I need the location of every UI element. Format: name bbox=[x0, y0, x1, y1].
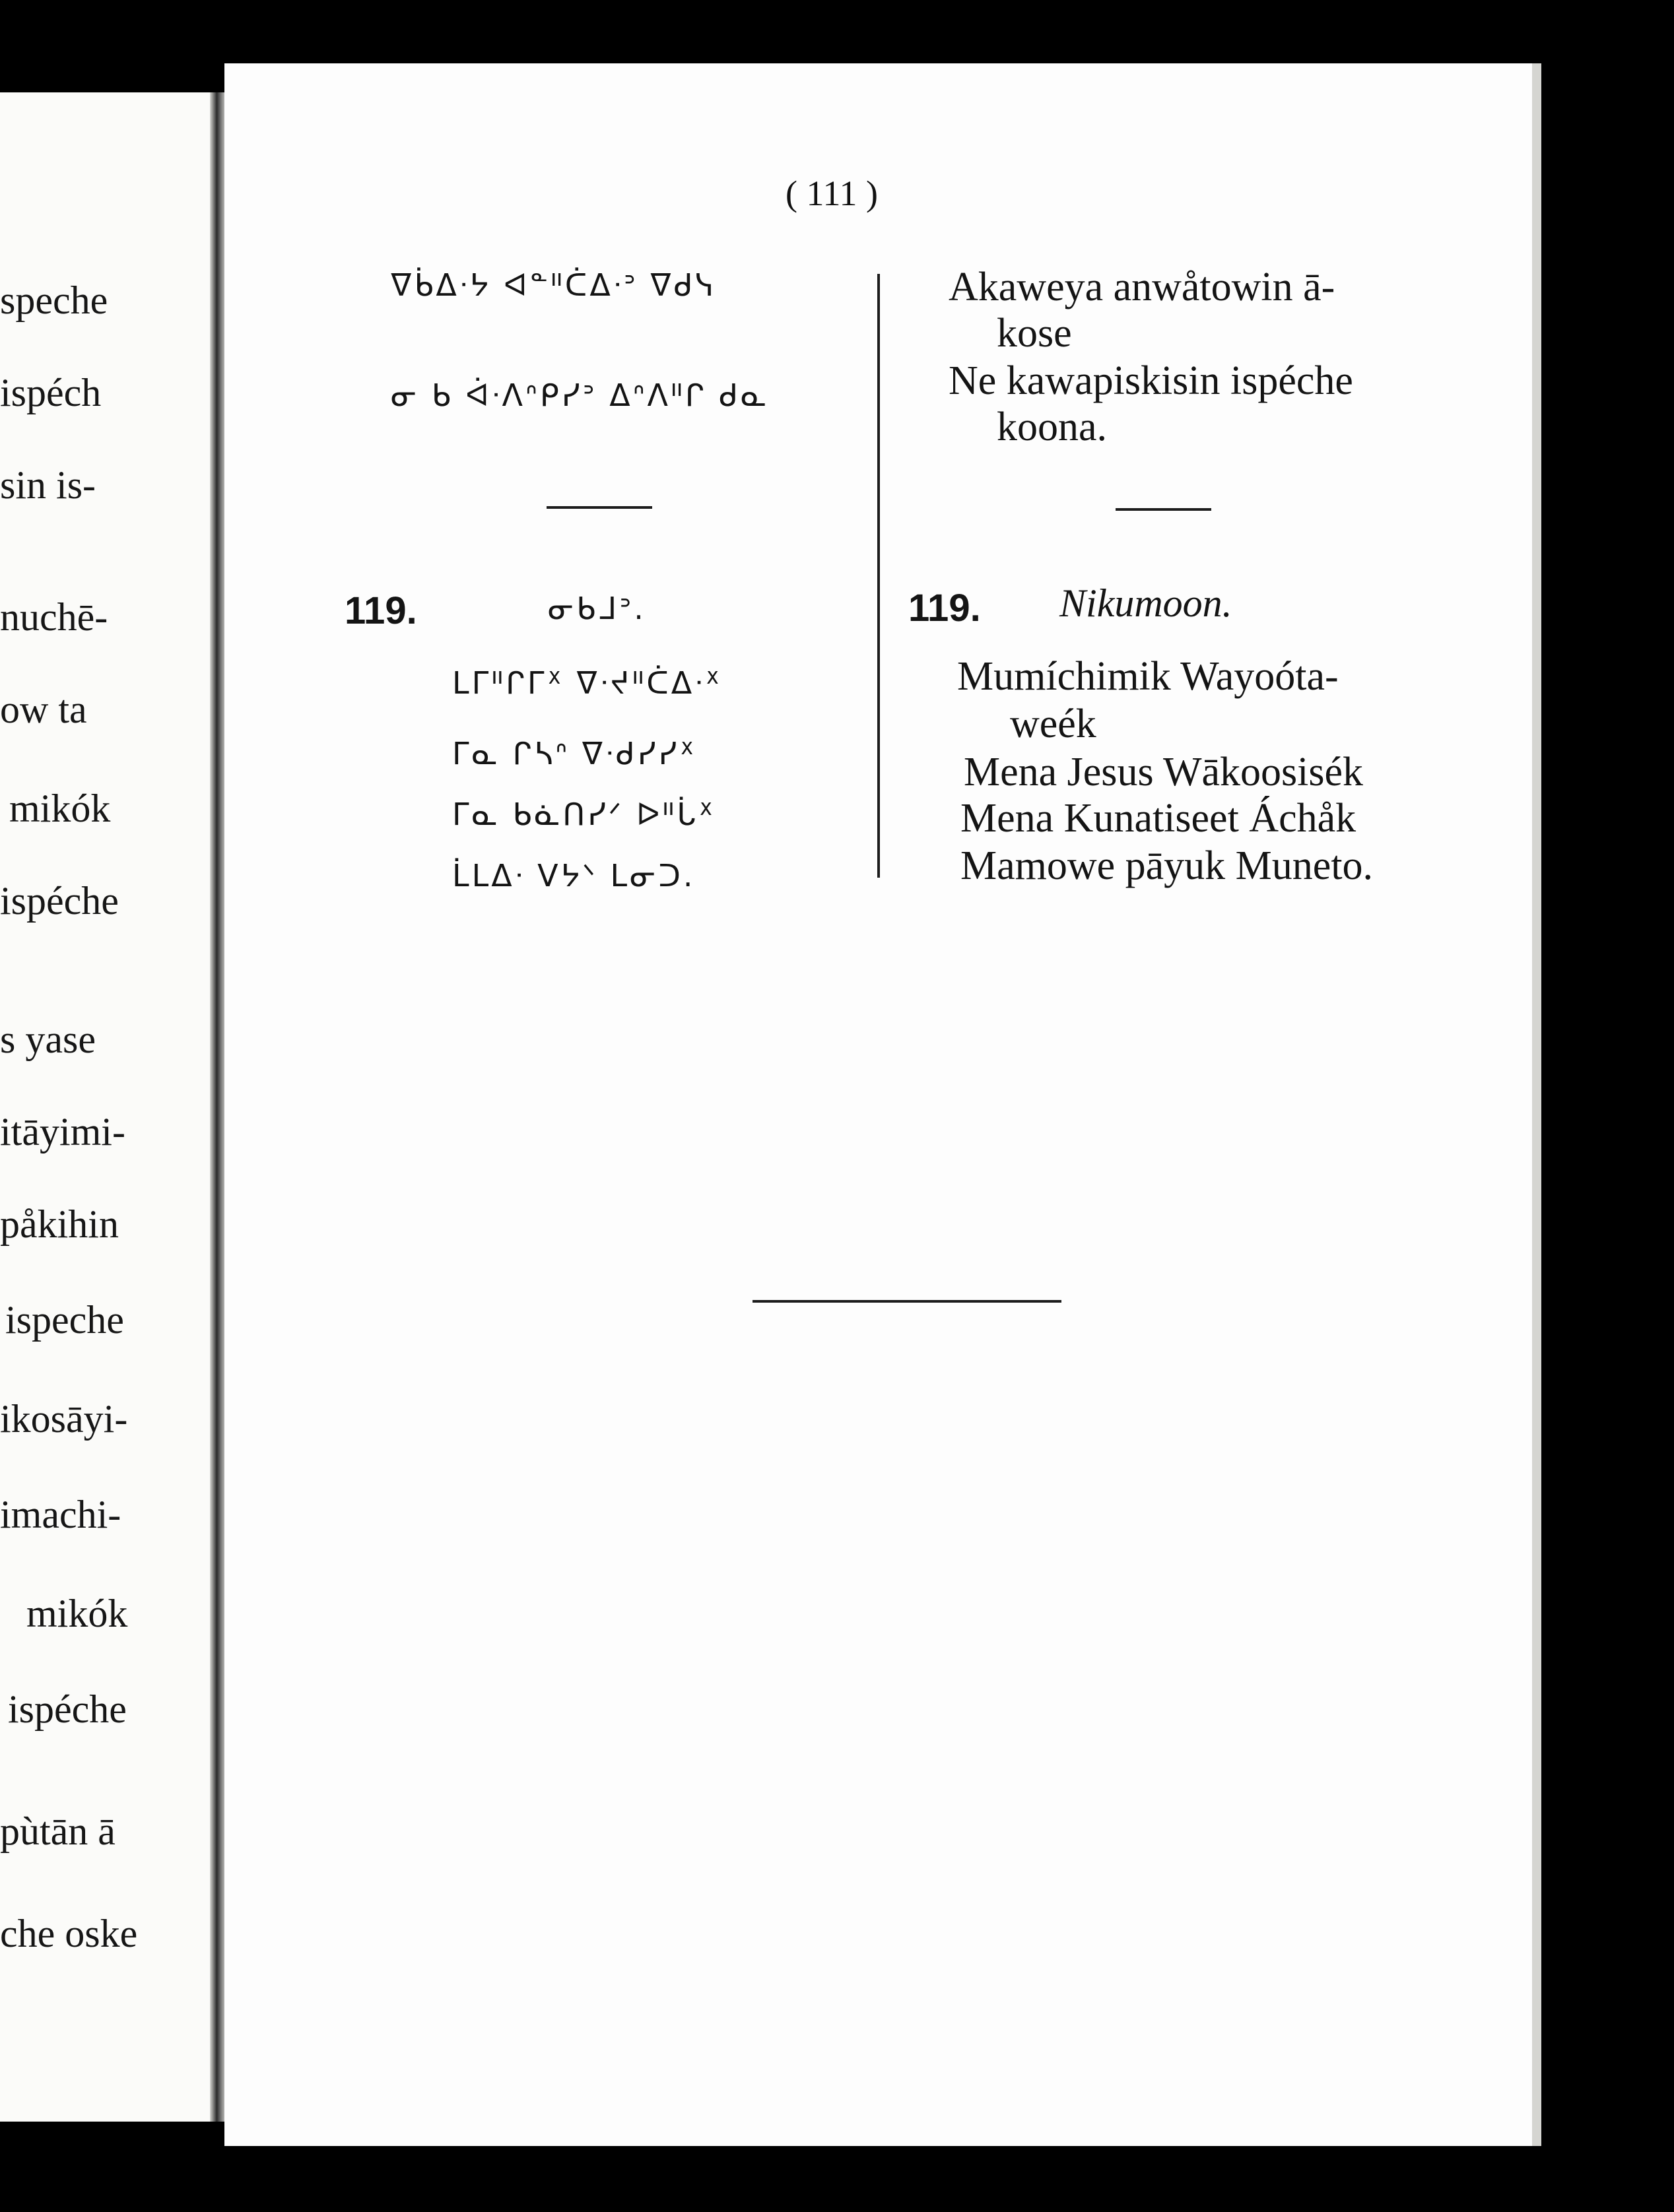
roman-line: Mumíchimik Wayoóta- bbox=[957, 654, 1339, 699]
syllabic-line: ᒥᓇ ᑲᓈᑎᓯᐟ ᐅᐦᒑᕽ bbox=[452, 797, 716, 832]
section-rule bbox=[547, 506, 652, 509]
facing-page-line: mikók bbox=[9, 787, 111, 830]
facing-page-line: s yase bbox=[0, 1018, 96, 1061]
facing-page-line: ispeche bbox=[5, 1298, 124, 1342]
roman-line: kose bbox=[997, 311, 1072, 356]
facing-page-line: che oske bbox=[0, 1912, 138, 1955]
facing-page-line: nuchē- bbox=[0, 595, 108, 639]
syllabic-line: ᒪᒥᐦᒋᒥᕽ ᐁᐧᔪᐦᑖᐃᐧᕽ bbox=[452, 665, 723, 701]
facing-page-line: ow ta bbox=[0, 688, 87, 731]
hymn-title: ᓂᑲᒧᐣ. bbox=[548, 591, 646, 626]
hymn-title: Nikumoon. bbox=[1059, 581, 1232, 625]
syllabic-line: ᒥᓇ ᒋᓴᐢ ᐁᐧᑯᓯᓯᕽ bbox=[452, 736, 697, 771]
syllabic-line: ᒫᒪᐃᐧ ᐯᔭᐠ ᒪᓂᑐ. bbox=[452, 858, 696, 894]
facing-page-line: mikók bbox=[26, 1592, 128, 1635]
facing-page-line: ispéche bbox=[8, 1687, 127, 1731]
facing-page-line: speche bbox=[0, 278, 108, 322]
roman-line: Akaweya anwåtowin ā- bbox=[949, 265, 1335, 309]
facing-page-line: ispéch bbox=[0, 371, 102, 414]
facing-page-line: pùtān ā bbox=[0, 1809, 116, 1853]
facing-page-line: itāyimi- bbox=[0, 1110, 125, 1154]
syllabic-line: ᐁᑳᐃᐧᔭ ᐊᓐᐦᑖᐃᐧᐣ ᐁᑯᓭ bbox=[391, 267, 717, 303]
hymn-number: 119. bbox=[345, 589, 417, 632]
roman-line: koona. bbox=[997, 405, 1108, 449]
end-rule bbox=[753, 1300, 1061, 1303]
column-divider bbox=[877, 274, 880, 878]
roman-line: Ne kawapiskisin ispéche bbox=[949, 358, 1353, 403]
facing-page-line: imachi- bbox=[0, 1493, 121, 1536]
facing-page-line: påkihin bbox=[0, 1202, 119, 1246]
hymn-number: 119. bbox=[908, 587, 981, 630]
facing-page-line: ispéche bbox=[0, 879, 119, 923]
page-number: ( 111 ) bbox=[786, 174, 878, 213]
roman-line: Mena Jesus Wākoosisék bbox=[964, 750, 1363, 795]
roman-line: Mamowe pāyuk Muneto. bbox=[960, 843, 1374, 888]
facing-page-line: ikosāyi- bbox=[0, 1397, 128, 1441]
roman-line: Mena Kunatiseet Áchåk bbox=[960, 796, 1356, 841]
facing-page-line: sin is- bbox=[0, 463, 96, 507]
section-rule bbox=[1116, 508, 1211, 511]
roman-line: weék bbox=[1010, 701, 1096, 746]
syllabic-line: ᓂ ᑲ ᐋᐧᐱᐢᑭᓯᐣ ᐃᐢᐱᐦᒋ ᑯᓇ bbox=[391, 377, 770, 413]
